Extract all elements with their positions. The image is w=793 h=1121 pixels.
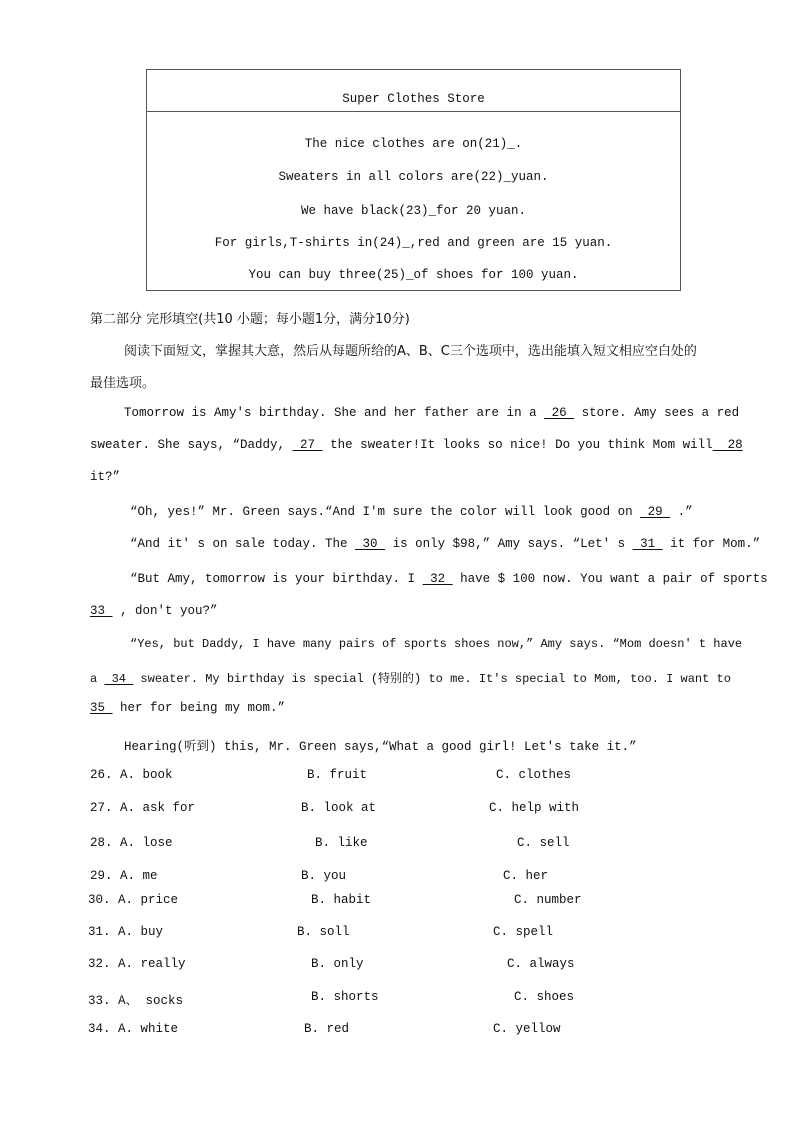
- question-30-option-c[interactable]: C. number: [514, 893, 582, 907]
- passage-text: , don't you?”: [112, 604, 218, 618]
- question-33-option-a[interactable]: 33. A、 socks: [88, 994, 184, 1008]
- question-31-option-c[interactable]: C. spell: [493, 925, 554, 939]
- store-line-23: We have black(23)_for 20 yuan.: [300, 204, 527, 218]
- question-31-option-a[interactable]: 31. A. buy: [88, 925, 164, 939]
- question-33-option-c[interactable]: C. shoes: [514, 990, 575, 1004]
- blank-33: 33: [90, 604, 113, 618]
- passage-text: it for Mom.”: [662, 537, 761, 551]
- question-34-option-b[interactable]: B. red: [304, 1022, 350, 1036]
- passage-text: have $ 100 now. You want a pair of sports: [452, 572, 768, 586]
- question-29-option-c[interactable]: C. her: [503, 869, 549, 883]
- passage-p5-line2: [90, 669, 731, 686]
- question-32-option-c[interactable]: C. always: [507, 957, 575, 971]
- passage-p1-line3: it?”: [90, 470, 121, 484]
- passage-text: .”: [670, 505, 693, 519]
- passage-text: sweater. She says, “Daddy,: [90, 438, 293, 452]
- blank-27: 27: [292, 438, 323, 452]
- passage-p5-line1: “Yes, but Daddy, I have many pairs of sports shoes now,” Amy says. “Mom doesn' t have: [130, 637, 743, 651]
- store-line-24: For girls,T-shirts in(24)_,red and green are 15 yuan.: [214, 236, 613, 250]
- passage-text: Tomorrow is Amy's birthday. She and her father are in a: [124, 406, 545, 420]
- passage-text: is only $98,” Amy says. “Let' s: [385, 537, 633, 551]
- passage-p4-line1: [130, 572, 768, 586]
- blank-31: 31: [632, 537, 663, 551]
- passage-p1-line2: [90, 438, 743, 452]
- blank-35: 35: [90, 701, 113, 715]
- passage-text: “And it' s on sale today. The: [130, 537, 356, 551]
- passage-text: “But Amy, tomorrow is your birthday. I: [130, 572, 423, 586]
- question-30-option-a[interactable]: 30. A. price: [88, 893, 179, 907]
- passage-p5-line3: [90, 701, 285, 715]
- passage-text: a: [90, 672, 105, 686]
- store-line-22: Sweaters in all colors are(22)_yuan.: [278, 170, 549, 184]
- question-31-option-b[interactable]: B. soll: [297, 925, 350, 939]
- question-32-option-a[interactable]: 32. A. really: [88, 957, 186, 971]
- passage-text: “Oh, yes!” Mr. Green says.“And I'm sure the color will look good on: [130, 505, 641, 519]
- passage-p1-line1: [124, 406, 739, 420]
- question-28-option-a[interactable]: 28. A. lose: [90, 836, 173, 850]
- question-29-option-b[interactable]: B. you: [301, 869, 347, 883]
- blank-30: 30: [355, 537, 386, 551]
- question-34-option-c[interactable]: C. yellow: [493, 1022, 561, 1036]
- question-28-option-b[interactable]: B. like: [315, 836, 368, 850]
- blank-34: 34: [104, 672, 134, 686]
- question-26-option-c[interactable]: C. clothes: [496, 768, 572, 782]
- passage-text: store. Amy sees a red: [574, 406, 740, 420]
- question-32-option-b[interactable]: B. only: [311, 957, 364, 971]
- question-27-option-a[interactable]: 27. A. ask for: [90, 801, 196, 815]
- store-notice-box: [146, 69, 681, 291]
- store-line-21: The nice clothes are on(21)_.: [304, 137, 523, 151]
- passage-p6: Hearing(听到) this, Mr. Green says,“What a good girl! Let's take it.”: [124, 740, 637, 754]
- passage-p3: [130, 537, 760, 551]
- question-33-option-b[interactable]: B. shorts: [311, 990, 379, 1004]
- blank-29: 29: [640, 505, 671, 519]
- store-divider: [147, 111, 680, 112]
- blank-28: 28: [712, 438, 743, 452]
- section-heading: 第二部分 完形填空(共10 小题；每小题1分，满分10分): [90, 312, 410, 327]
- question-29-option-a[interactable]: 29. A. me: [90, 869, 158, 883]
- question-28-option-c[interactable]: C. sell: [517, 836, 570, 850]
- passage-text: her for being my mom.”: [112, 701, 286, 715]
- question-34-option-a[interactable]: 34. A. white: [88, 1022, 179, 1036]
- instruction-line-1: 阅读下面短文，掌握其大意，然后从每题所给的A、B、C三个选项中，选出能填入短文相应空白处的: [124, 344, 697, 359]
- passage-text: the sweater!It looks so nice! Do you think Mom will: [322, 438, 713, 452]
- instruction-line-2: 最佳选项。: [90, 376, 156, 391]
- store-line-25: You can buy three(25)_of shoes for 100 yuan.: [248, 268, 579, 282]
- store-title: Super Clothes Store: [342, 92, 485, 106]
- question-30-option-b[interactable]: B. habit: [311, 893, 372, 907]
- question-26-option-b[interactable]: B. fruit: [307, 768, 368, 782]
- blank-32: 32: [422, 572, 453, 586]
- passage-p2: [130, 505, 693, 519]
- passage-text: sweater. My birthday is special (特别的) to me. It's special to Mom, too. I want to: [133, 672, 731, 686]
- question-27-option-c[interactable]: C. help with: [489, 801, 580, 815]
- blank-26: 26: [544, 406, 575, 420]
- passage-p4-line2: [90, 604, 218, 618]
- question-27-option-b[interactable]: B. look at: [301, 801, 377, 815]
- question-26-option-a[interactable]: 26. A. book: [90, 768, 173, 782]
